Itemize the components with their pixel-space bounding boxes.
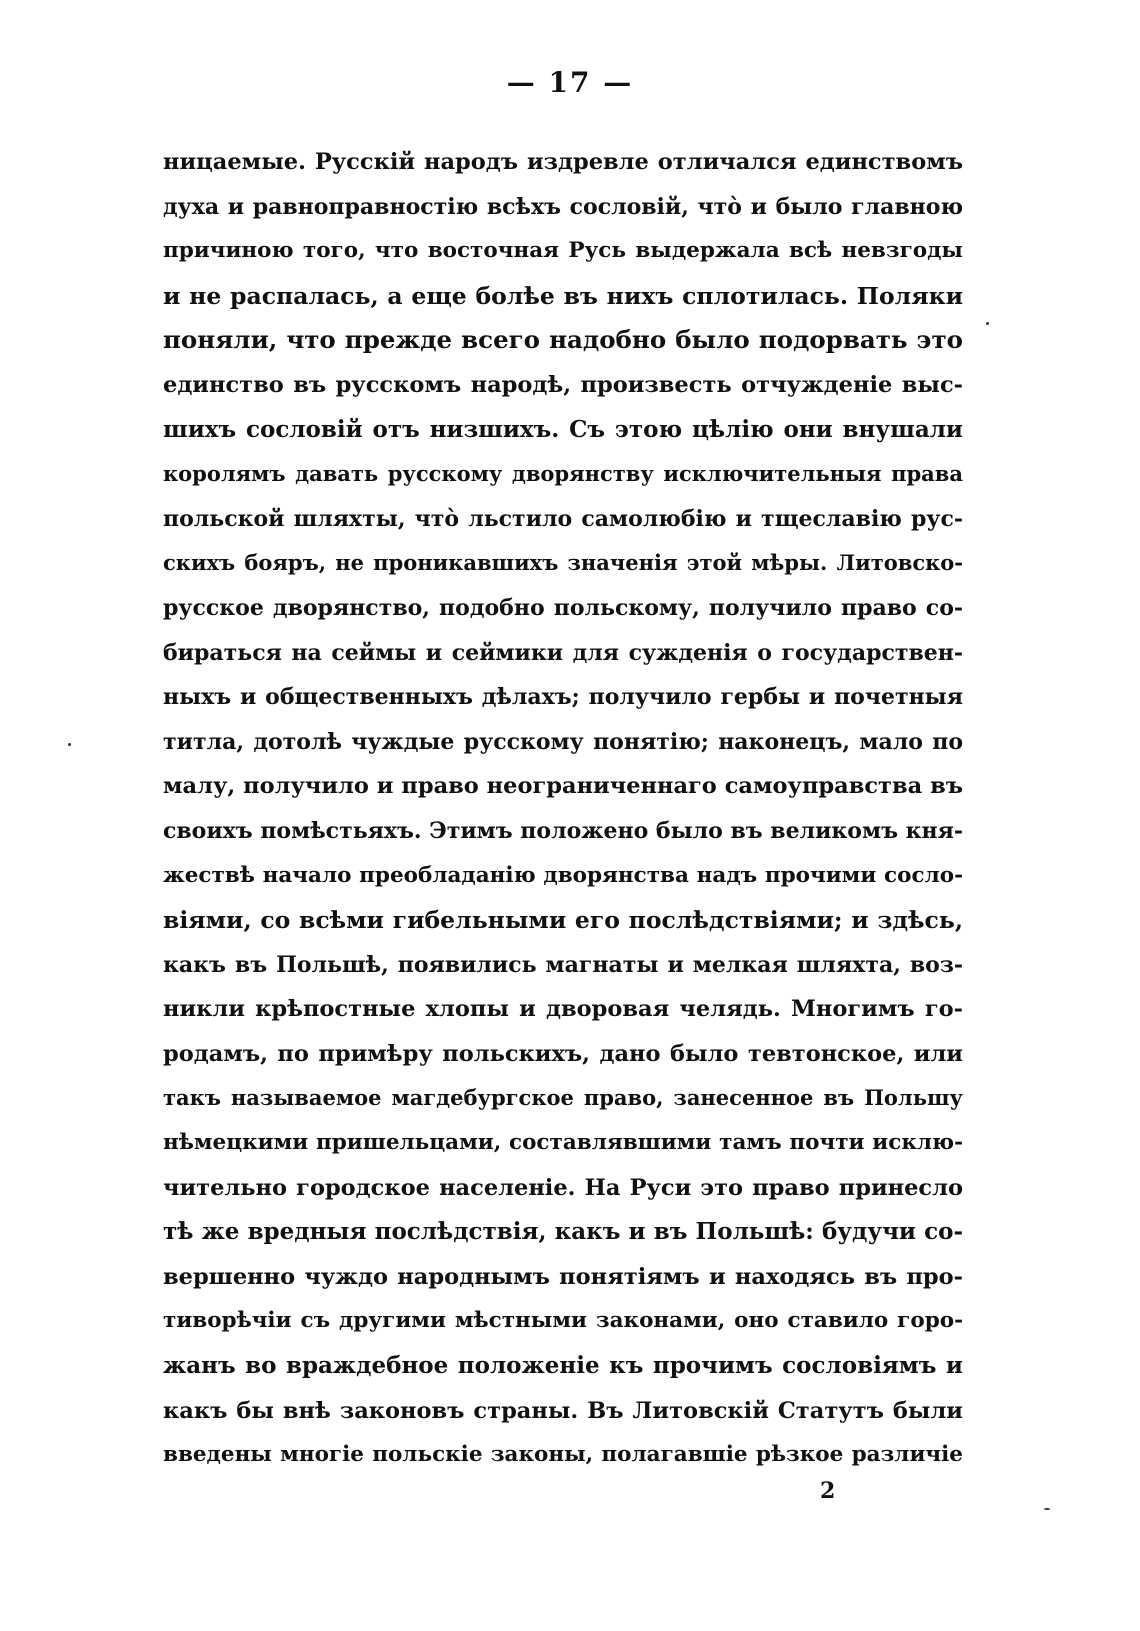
signature-mark: 2 bbox=[820, 1478, 836, 1504]
text-line: шихъ сословій отъ низшихъ. Съ этою цѣлію они внушали bbox=[163, 415, 963, 443]
text-line: единство въ русскомъ народѣ, произвесть отчужденіе выс- bbox=[163, 371, 963, 398]
scan-speck bbox=[986, 322, 989, 325]
text-line: малу, получило и право неограниченнаго самоуправства въ bbox=[163, 773, 963, 800]
text-line: ницаемые. Русскій народъ издревле отличался единствомъ bbox=[163, 149, 963, 175]
text-line: віями, со всѣми гибельными его послѣдствіями; и здѣсь, bbox=[163, 906, 963, 935]
text-line: поняли, что прежде всего надобно было подорвать это bbox=[163, 325, 963, 355]
text-line: нѣмецкими пришельцами, составлявшими тамъ почти исклю- bbox=[163, 1130, 963, 1156]
text-line: такъ называемое магдебургское право, занесенное въ Польшу bbox=[163, 1085, 963, 1111]
text-line: жествѣ начало преобладанію дворянства надъ прочими сосло- bbox=[163, 862, 963, 888]
text-line: бираться на сеймы и сеймики для сужденія о государствен- bbox=[163, 639, 963, 666]
text-line: какъ въ Польшѣ, появились магнаты и мелкая шляхта, воз- bbox=[163, 951, 963, 978]
text-line: духа и равноправностію всѣхъ сословій, что̀ и было главною bbox=[163, 193, 963, 220]
text-line: своихъ помѣстьяхъ. Этимъ положено было въ великомъ кня- bbox=[163, 817, 963, 844]
text-line: родамъ, по примѣру польскихъ, дано было тевтонское, или bbox=[163, 1040, 963, 1067]
scan-speck bbox=[1044, 1508, 1050, 1510]
text-line: королямъ давать русскому дворянству исключительныя права bbox=[163, 461, 963, 487]
text-line: чительно городское населеніе. На Руси это право принесло bbox=[163, 1174, 963, 1201]
text-line: тиворѣчіи съ другими мѣстными законами, оно ставило горо- bbox=[163, 1308, 963, 1334]
page-number-header: — 17 — bbox=[506, 66, 634, 99]
text-line: скихъ бояръ, не проникавшихъ значенія этой мѣры. Литовско- bbox=[163, 550, 963, 576]
text-line: жанъ во враждебное положеніе къ прочимъ сословіямъ и bbox=[163, 1352, 963, 1380]
text-line: и не распалась, а еще болѣе въ нихъ сплотилась. Поляки bbox=[163, 281, 963, 310]
text-line: никли крѣпостные хлопы и дворовая челядь. Многимъ го- bbox=[163, 996, 963, 1023]
text-line: вершенно чуждо народнымъ понятіямъ и находясь въ про- bbox=[163, 1263, 963, 1290]
text-line: ныхъ и общественныхъ дѣлахъ; получило гербы и почетныя bbox=[163, 684, 963, 711]
text-line: причиною того, что восточная Русь выдержала всѣ невзгоды bbox=[163, 238, 963, 264]
text-line: польской шляхты, что̀ льстило самолюбію и тщеславію рус- bbox=[163, 505, 963, 532]
body-text bbox=[163, 140, 963, 1478]
text-line: введены многіе польскіе законы, полагавшіе рѣзкое различіе bbox=[163, 1442, 963, 1468]
scan-speck bbox=[68, 743, 71, 746]
text-line: титла, дотолѣ чуждые русскому понятію; наконецъ, мало по bbox=[163, 728, 963, 755]
text-line: какъ бы внѣ законовъ страны. Въ Литовскій Статутъ были bbox=[163, 1397, 963, 1424]
text-line: тѣ же вредныя послѣдствія, какъ и въ Польшѣ: будучи со- bbox=[163, 1218, 963, 1246]
text-line: русское дворянство, подобно польскому, получило право со- bbox=[163, 594, 963, 621]
